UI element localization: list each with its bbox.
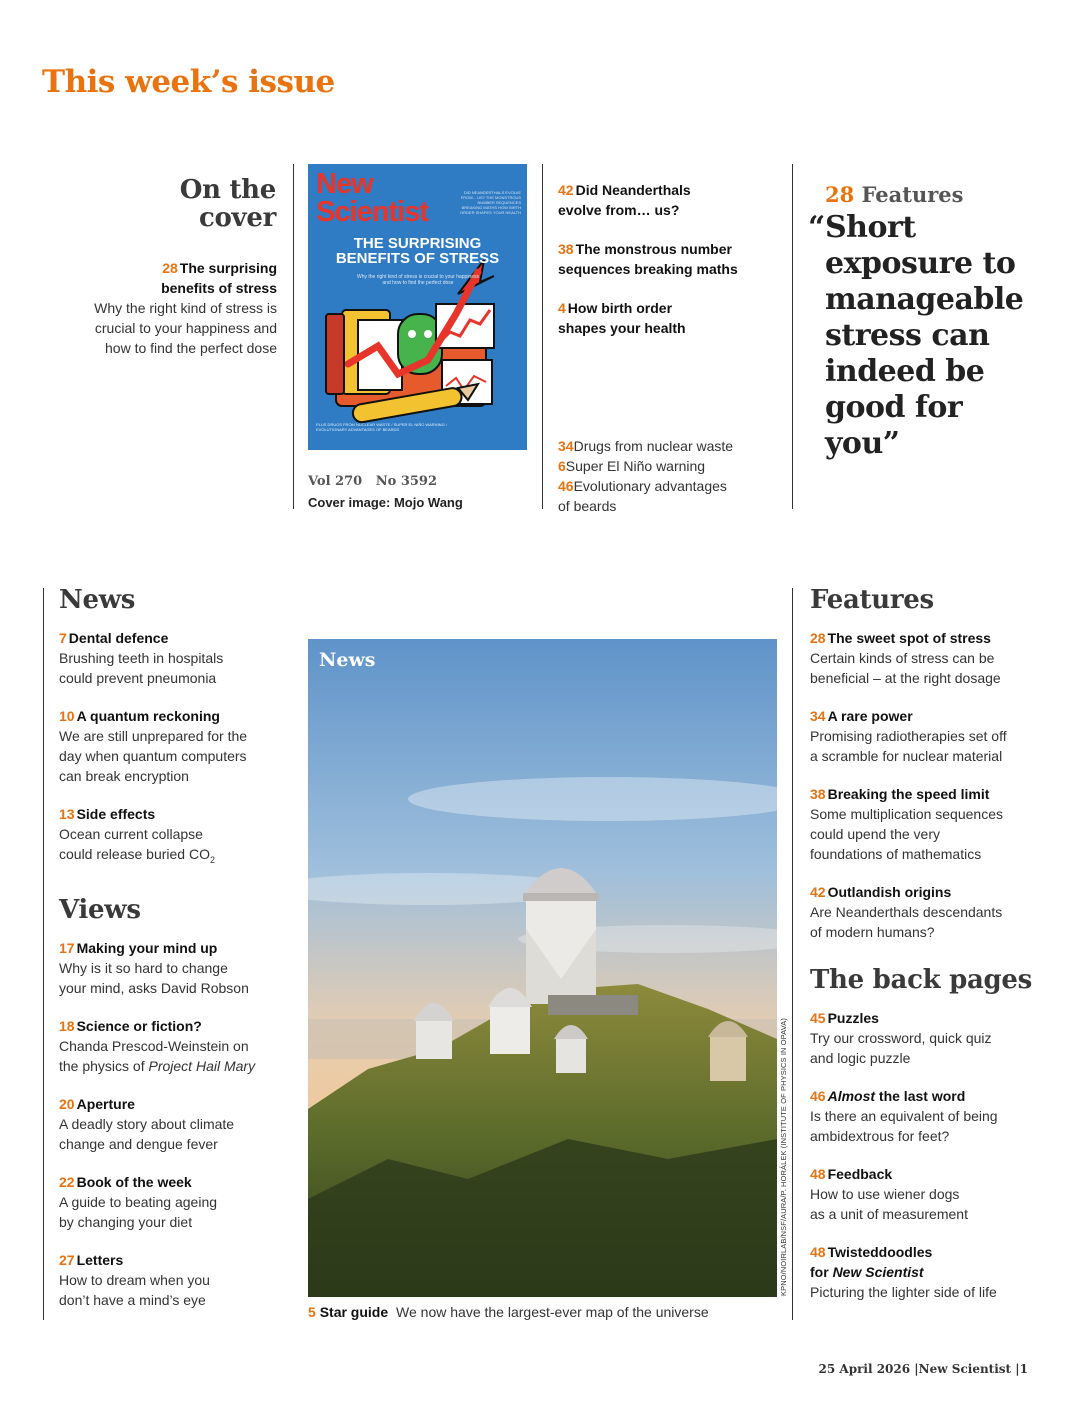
item-title: Aperture	[76, 1095, 135, 1112]
issue-volume	[308, 474, 437, 489]
cover-side-teasers: DID NEANDERTHALS EVOLVE FROM... US? THE MONSTROUS NUMBER SEQUENCES BREAKING MATHS HOW BIRTH ORDER SHAPES YOUR HEALTH	[460, 190, 521, 215]
folio-magazine: New Scientist	[918, 1362, 1012, 1376]
item-desc: as a unit of measurement	[810, 1206, 968, 1222]
on-the-cover-heading-line2: cover	[198, 203, 276, 233]
cover-story-desc-line2: crucial to your happiness and	[94, 320, 277, 336]
item-title: shapes your health	[558, 320, 686, 336]
item-title: the last word	[875, 1088, 966, 1104]
item-desc: Is there an equivalent of being	[810, 1108, 998, 1124]
views-heading: Views	[59, 894, 141, 925]
item-desc: Try our crossword, quick quiz	[810, 1030, 992, 1046]
item-number: 4	[558, 300, 566, 316]
item-title: Science or fiction?	[76, 1017, 202, 1034]
list-item[interactable]	[59, 1094, 279, 1154]
page-title: This week’s issue	[42, 64, 335, 100]
item-desc: could release buried CO	[59, 846, 210, 862]
cover-story-title-line2: benefits of stress	[161, 280, 277, 296]
item-number: 38	[558, 241, 574, 257]
pull-quote	[808, 210, 1038, 462]
divider-cover-right	[792, 164, 793, 509]
list-item[interactable]	[810, 882, 1040, 942]
list-item[interactable]	[558, 180, 788, 220]
divider-features-left	[792, 588, 793, 1320]
item-number: 13	[59, 806, 75, 822]
item-title: Feedback	[827, 1166, 893, 1182]
item-desc: foundations of mathematics	[810, 846, 982, 862]
list-item[interactable]	[59, 628, 279, 688]
caption-title: Star guide	[319, 1304, 389, 1320]
cover-masthead-line1: New	[316, 168, 373, 200]
item-number: 22	[59, 1173, 75, 1190]
item-desc: can break encryption	[59, 768, 189, 784]
item-title: Side effects	[76, 806, 156, 822]
item-desc: of modern humans?	[810, 924, 935, 940]
list-item[interactable]	[810, 628, 1040, 688]
list-item[interactable]	[810, 1086, 1040, 1146]
observatory-photo	[308, 639, 777, 1297]
item-desc: How to dream when you	[59, 1271, 210, 1288]
item-number: 42	[558, 182, 574, 198]
photo-caption[interactable]	[308, 1303, 709, 1321]
list-item[interactable]	[558, 456, 778, 476]
divider-cover-left	[293, 164, 294, 509]
cover-footer: PLUS DRUGS FROM NUCLEAR WASTE / SUPER EL NIÑO WARNING / EVOLUTIONARY ADVANTAGES OF BEARDS	[316, 422, 447, 432]
item-title: Dental defence	[68, 630, 169, 646]
item-number: 38	[810, 786, 826, 802]
item-number: 34	[558, 438, 574, 454]
item-desc: A guide to beating ageing	[59, 1193, 218, 1210]
item-title: evolve from… us?	[558, 202, 680, 218]
item-title: Did Neanderthals	[575, 182, 691, 198]
cover-subhead: Why the right kind of stress is crucial to your happiness and how to find the perfect dose	[357, 274, 479, 286]
news-heading: News	[59, 585, 136, 615]
item-desc: a scramble for nuclear material	[810, 748, 1003, 764]
list-item[interactable]	[558, 239, 788, 279]
item-number: 28	[810, 630, 826, 646]
item-title: How birth order	[567, 300, 673, 316]
item-desc: don’t have a mind’s eye	[59, 1291, 206, 1308]
issue-no: No 3592	[375, 474, 438, 489]
item-text: Drugs from nuclear waste	[573, 438, 734, 454]
page-folio	[819, 1362, 1028, 1376]
item-desc: Chanda Prescod-Weinstein on	[59, 1037, 249, 1054]
item-number: 18	[59, 1017, 75, 1034]
caption-text: We now have the largest-ever map of the universe	[396, 1304, 709, 1320]
magazine-cover-image[interactable]	[308, 164, 527, 450]
item-title: Letters	[76, 1251, 124, 1268]
folio-page-number: 1	[1019, 1362, 1028, 1376]
item-number: 46	[558, 478, 574, 494]
item-title: Breaking the speed limit	[827, 786, 990, 802]
cover-image-credit: Cover image: Mojo Wang	[308, 495, 463, 510]
item-title: Outlandish origins	[827, 884, 952, 900]
item-text: of beards	[558, 498, 617, 514]
item-title: Book of the week	[76, 1173, 192, 1190]
back-pages-heading: The back pages	[810, 965, 1032, 995]
divider-cover-middle	[542, 164, 543, 509]
cover-headline-line2: BENEFITS OF STRESS	[335, 250, 500, 267]
item-number: 48	[810, 1166, 826, 1182]
cover-masthead	[316, 170, 428, 226]
cover-headline	[308, 236, 527, 266]
open-quote-mark: “	[808, 210, 825, 245]
item-title-italic: Almost	[827, 1088, 876, 1104]
subscript: 2	[209, 854, 215, 865]
item-desc: your mind, asks David Robson	[59, 979, 249, 996]
cover-story-desc-line1: Why the right kind of stress is	[94, 300, 277, 316]
item-desc: the physics of	[59, 1057, 149, 1074]
photo-credit: KPNO/NOIRLAB/NSF/AURA/P. HORÁLEK (INSTITUTE OF PHYSICS IN OPAVA)	[779, 1018, 788, 1296]
item-desc: could upend the very	[810, 826, 940, 842]
item-number: 45	[810, 1010, 826, 1026]
item-desc: How to use wiener dogs	[810, 1186, 960, 1202]
item-number: 17	[59, 939, 75, 956]
pull-quote-number: 28	[825, 182, 855, 207]
list-item[interactable]	[59, 938, 279, 998]
list-item[interactable]	[810, 784, 1040, 864]
item-desc: could prevent pneumonia	[59, 670, 217, 686]
list-item[interactable]	[558, 298, 788, 338]
cover-story-desc-line3: how to find the perfect dose	[105, 340, 277, 356]
pull-quote-label[interactable]	[825, 182, 964, 207]
folio-date: 25 April 2026	[818, 1362, 911, 1376]
features-heading: Features	[810, 585, 934, 615]
item-number: 10	[59, 708, 75, 724]
cover-story[interactable]	[77, 258, 277, 358]
cover-story-number: 28	[162, 260, 178, 276]
caption-number: 5	[308, 1304, 316, 1320]
cover-masthead-line2: Scientist	[316, 196, 428, 228]
features-backpages-column	[810, 586, 1040, 1320]
item-desc: Certain kinds of stress can be	[810, 650, 995, 666]
item-title: Twisteddoodles	[827, 1244, 933, 1260]
item-desc: by changing your diet	[59, 1213, 193, 1230]
item-desc: A deadly story about climate	[59, 1115, 235, 1132]
list-item[interactable]	[59, 1250, 279, 1310]
list-item[interactable]	[810, 1164, 1040, 1224]
item-number: 7	[59, 630, 67, 646]
item-desc: Why is it so hard to change	[59, 959, 228, 976]
divider-news-left	[43, 588, 44, 1320]
item-title: The sweet spot of stress	[827, 630, 991, 646]
item-desc: ambidextrous for feet?	[810, 1128, 950, 1144]
item-number: 27	[59, 1251, 75, 1268]
folio-separator: |	[914, 1362, 919, 1376]
list-item[interactable]	[59, 706, 279, 786]
item-title: sequences breaking maths	[558, 261, 738, 277]
cover-extras-list	[558, 436, 778, 516]
folio-separator: |	[1015, 1362, 1020, 1376]
item-desc: We are still unprepared for the	[59, 728, 248, 744]
item-title: Puzzles	[827, 1010, 879, 1026]
list-item[interactable]	[59, 1016, 279, 1076]
item-title: A rare power	[827, 708, 913, 724]
item-desc: day when quantum computers	[59, 748, 247, 764]
item-desc: and logic puzzle	[810, 1050, 911, 1066]
item-title: Making your mind up	[76, 939, 218, 956]
item-number: 46	[810, 1088, 826, 1104]
item-number: 48	[810, 1244, 826, 1260]
item-desc: Promising radiotherapies set off	[810, 728, 1007, 744]
item-number: 42	[810, 884, 826, 900]
item-title-italic: New Scientist	[832, 1264, 924, 1280]
item-title: A quantum reckoning	[76, 708, 220, 724]
pull-quote-text: Short exposure to manageable stress can indeed be good for you”	[825, 210, 1024, 461]
item-desc: Brushing teeth in hospitals	[59, 650, 224, 666]
list-item[interactable]	[558, 476, 778, 516]
on-the-cover-heading-line1: On the	[179, 175, 276, 205]
cover-story-title-line1: The surprising	[179, 260, 277, 276]
item-desc: Some multiplication sequences	[810, 806, 1003, 822]
issue-vol: Vol 270	[308, 474, 363, 489]
item-desc: Are Neanderthals descendants	[810, 904, 1003, 920]
item-number: 6	[558, 458, 566, 474]
photo-section-label: News	[319, 649, 376, 671]
list-item[interactable]	[810, 706, 1040, 766]
list-item[interactable]	[59, 804, 279, 870]
news-views-column	[59, 586, 279, 1328]
list-item[interactable]	[59, 1172, 279, 1232]
pull-quote-section: Features	[861, 182, 964, 207]
item-text: Evolutionary advantages	[573, 478, 727, 494]
item-desc: change and dengue fever	[59, 1135, 218, 1152]
list-item[interactable]	[810, 1242, 1040, 1302]
item-desc: beneficial – at the right dosage	[810, 670, 1001, 686]
item-number: 34	[810, 708, 826, 724]
item-desc-italic: Project Hail Mary	[148, 1057, 256, 1074]
item-text: Super El Niño warning	[565, 458, 706, 474]
item-number: 20	[59, 1095, 75, 1112]
item-desc: Ocean current collapse	[59, 826, 203, 842]
item-desc: Picturing the lighter side of life	[810, 1284, 997, 1300]
on-the-cover-heading	[180, 176, 276, 232]
news-photo[interactable]	[308, 639, 777, 1297]
list-item[interactable]	[810, 1008, 1040, 1068]
list-item[interactable]	[558, 436, 778, 456]
item-title: for	[810, 1264, 833, 1280]
item-title: The monstrous number	[575, 241, 732, 257]
cover-lines-list	[558, 180, 788, 357]
cover-headline-line1: THE SURPRISING	[353, 235, 482, 252]
